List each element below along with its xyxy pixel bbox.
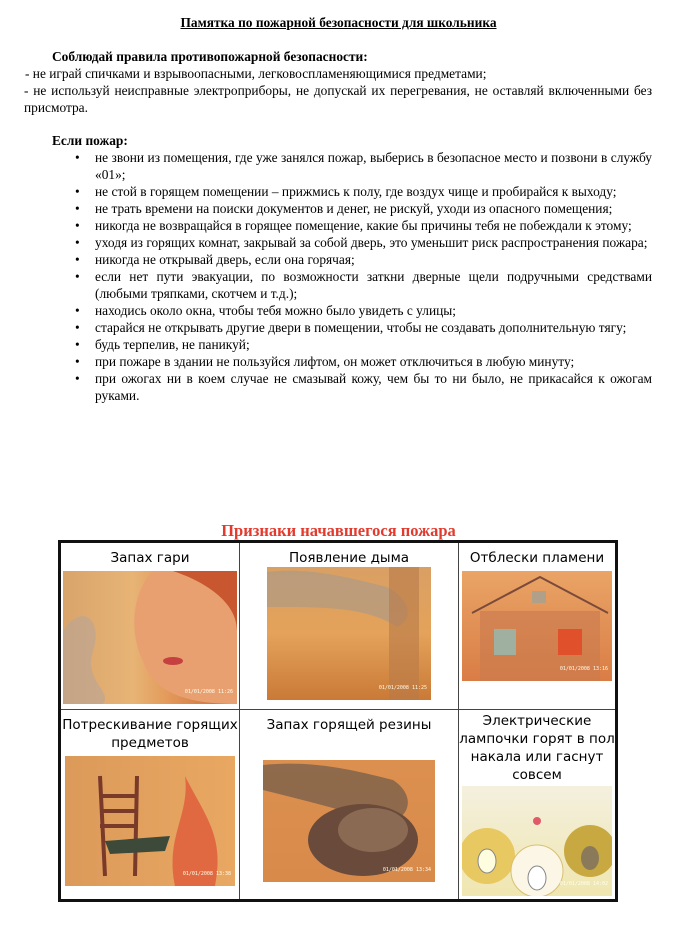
flame-reflections-image bbox=[462, 571, 612, 681]
document-title: Памятка по пожарной безопасности для школьника bbox=[180, 15, 497, 30]
bullet-icon: • bbox=[75, 371, 80, 386]
list-item-text: не стой в горящем помещении – прижмись к полу, где воздух чище и пробирайся к выходу; bbox=[95, 184, 617, 199]
sign-cell bbox=[60, 542, 240, 710]
bullet-icon: • bbox=[75, 150, 80, 165]
smell-of-burning-image bbox=[63, 571, 237, 704]
list-item bbox=[0, 336, 652, 353]
photo-timestamp: 01/01/2008 13:34 bbox=[382, 867, 431, 873]
sign-cell bbox=[60, 710, 240, 901]
bullet-icon: • bbox=[75, 235, 80, 250]
rule-item: - не используй неисправные электроприборы, не допускай их перегревания, не оставляй включенными без присмотра. bbox=[24, 83, 652, 115]
bullet-icon: • bbox=[75, 354, 80, 369]
list-item bbox=[0, 268, 652, 302]
sign-caption: Отблески пламени bbox=[469, 550, 605, 566]
sign-caption: Запах гари bbox=[110, 550, 190, 566]
bullet-icon: • bbox=[75, 337, 80, 352]
fire-heading-wrap bbox=[24, 132, 652, 149]
list-item-text: старайся не открывать другие двери в помещении, чтобы не создавать дополнительную тягу; bbox=[95, 320, 627, 335]
list-item bbox=[0, 353, 652, 370]
sign-cell bbox=[459, 710, 617, 901]
fire-heading: Если пожар: bbox=[52, 133, 128, 148]
burning-rubber-image bbox=[263, 760, 435, 882]
smoke-appearance-image bbox=[267, 567, 431, 700]
sign-caption: Появление дыма bbox=[288, 550, 410, 566]
signs-heading: Признаки начавшегося пожара bbox=[221, 521, 456, 540]
list-item bbox=[0, 319, 652, 336]
bullet-icon: • bbox=[75, 218, 80, 233]
list-item bbox=[0, 183, 652, 200]
list-item bbox=[0, 234, 652, 251]
list-item bbox=[0, 370, 652, 404]
fire-instructions-list bbox=[0, 149, 652, 404]
sign-caption: Запах горящей резины bbox=[266, 717, 432, 733]
list-item bbox=[0, 217, 652, 234]
bullet-icon: • bbox=[75, 252, 80, 267]
sign-caption: Электрические лампочки горят в пол накала или гаснут совсем bbox=[459, 713, 615, 783]
bullet-icon: • bbox=[75, 201, 80, 216]
list-item bbox=[0, 251, 652, 268]
rules-heading: Соблюдай правила противопожарной безопасности: bbox=[52, 49, 368, 64]
sign-cell bbox=[240, 542, 459, 710]
photo-timestamp: 01/01/2008 13:38 bbox=[182, 871, 231, 877]
list-item bbox=[0, 149, 652, 183]
photo-timestamp: 01/01/2008 13:16 bbox=[559, 666, 608, 672]
photo-timestamp: 01/01/2008 14:02 bbox=[559, 881, 608, 887]
list-item-text: если нет пути эвакуации, по возможности заткни дверные щели подручными средствами (любыми тряпками, скотчем и т.д.); bbox=[95, 269, 652, 301]
list-item-text: никогда не возвращайся в горящее помещение, какие бы причины тебя не побеждали к этому; bbox=[95, 218, 632, 233]
list-item bbox=[0, 200, 652, 217]
bullet-icon: • bbox=[75, 269, 80, 284]
list-item-text: никогда не открывай дверь, если она горячая; bbox=[95, 252, 355, 267]
photo-timestamp: 01/01/2008 11:25 bbox=[378, 685, 427, 691]
list-item-text: не звони из помещения, где уже занялся пожар, выберись в безопасное место и позвони в службу «01»; bbox=[95, 150, 652, 182]
light-bulbs-image bbox=[462, 786, 612, 896]
list-item-text: не трать времени на поиски документов и денег, не рискуй, уходи из опасного помещения; bbox=[95, 201, 613, 216]
bullet-icon: • bbox=[75, 184, 80, 199]
photo-timestamp: 01/01/2008 11:26 bbox=[184, 689, 233, 695]
bullet-icon: • bbox=[75, 303, 80, 318]
sign-caption: Потрескивание горящих предметов bbox=[62, 717, 238, 751]
sign-cell bbox=[459, 542, 617, 710]
list-item-text: будь терпелив, не паникуй; bbox=[95, 337, 250, 352]
rules-section bbox=[24, 48, 652, 116]
list-item-text: находись около окна, чтобы тебя можно было увидеть с улицы; bbox=[95, 303, 457, 318]
list-item-text: уходя из горящих комнат, закрывай за собой дверь, это уменьшит риск распространения пожара; bbox=[95, 235, 648, 250]
sign-cell bbox=[240, 710, 459, 901]
rule-item: - не играй спичками и взрывоопасными, легковоспламеняющимися предметами; bbox=[25, 66, 487, 81]
bullet-icon: • bbox=[75, 320, 80, 335]
list-item-text: при пожаре в здании не пользуйся лифтом, он может отключиться в любую минуту; bbox=[95, 354, 575, 369]
signs-table bbox=[58, 540, 618, 902]
crackling-objects-image bbox=[65, 756, 235, 886]
list-item-text: при ожогах ни в коем случае не смазывай кожу, чем бы то ни было, не прикасайся к ожогам руками. bbox=[95, 371, 652, 403]
list-item bbox=[0, 302, 652, 319]
